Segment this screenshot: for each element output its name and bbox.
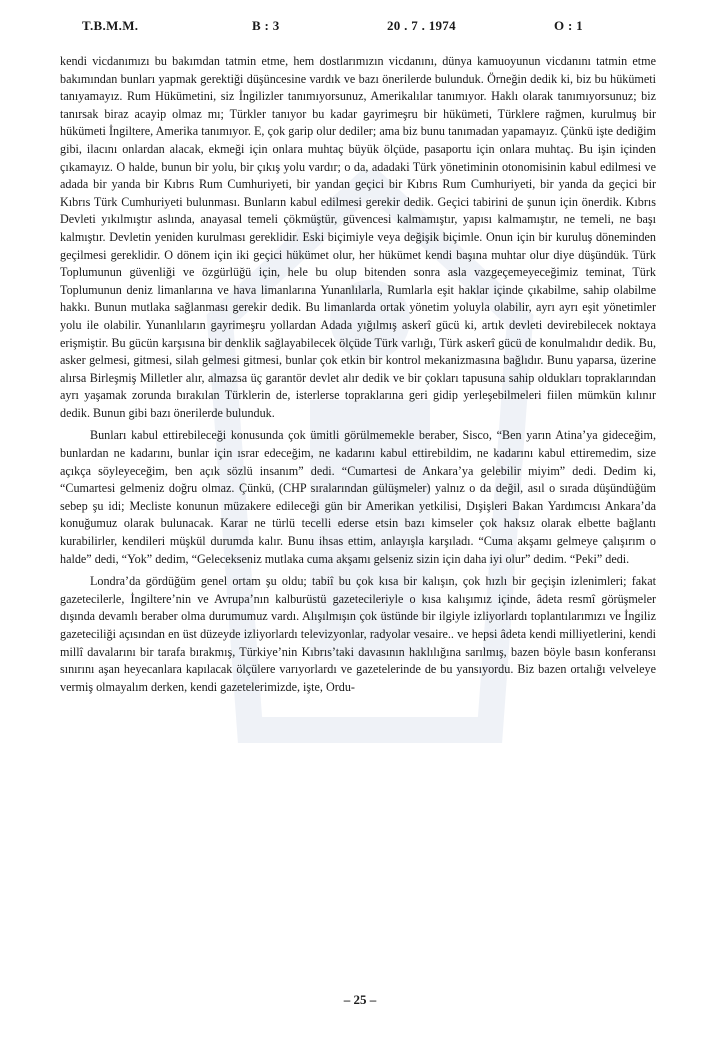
paragraph-3: Londra’da gördüğüm genel ortam şu oldu; tabiî bu çok kısa bir kalışın, çok hızlı bir geçişin izlenimleri; fakat gazetecilerle, İngiltere’nin ve Avrupa’nın kalburüstü gazetecileriyle o kısa kalışımız içinde, âdeta resmî görüşmeler dışında devamlı beraber olma durumumuz vardı. Alışılmışın çok üstünde bir ilgiyle izliyorlardı toplantılarımızı ve İngiliz gazeteciliği açısından en üst düzeyde izliyorlardı televizyonlar, radyolar vesaire.. ve hepsi âdeta kendi milliyetlerini, kendi millî davalarını bir tarafa bırakmış, Türkiye’nin Kıbrıs’taki davasının haklılığına sarılmış, bazen böyle basın konferansı sınırını aşan heyecanlara kapılacak ölçülere varıyorlardı ve gazetelerinde de bu yansıyordu. Biz bazen ortalığı velveleye vermiş olmayalım derken, kendi gazetelerimizde, işte, Ordu- [60, 574, 656, 694]
header-o: O : 1 [554, 18, 583, 33]
header-session: B : 3 [252, 18, 280, 33]
page-header [82, 18, 642, 40]
paragraph-2: Bunları kabul ettirebileceği konusunda çok ümitli görülmemekle beraber, Sisco, “Ben yarın Atina’ya gideceğim, bunlardan ne kadarını, bunlar için ısrar edeceğim, ne kadarını kabul ettirebildim, ne kadarını kabul ettiremedim, size açıkça söyleyeceğim, ben açık sözlü insanım” dedi. “Cumartesi de Ankara’ya gelebilir miyim” dedi. Dedim ki, “Cumartesi gelmeniz doğru olmaz. Çünkü, (CHP sıralarından gülüşmeler) yalnız o da değil, asıl o sırada düşündüğüm sebep şu idi; Mecliste konunun müzakere edileceği gün bir Amerikan yetkilisi, Dışişleri Bakan Yardımcısı Ankara’da konuğumuz olarak bulunacak. Karar ne türlü tecelli ederse etsin bazı kimseler çok haksız olarak elbette bağlantı kurabilirler, kendileri müşkül durumda kalır. Bunu ihsas ettim, anlayışla karşıladı. “Cuma akşamı gelmeye çalışırım o halde” dedi, “Yok” dedim, “Gelecekseniz mutlaka cuma akşamı gelseniz sizin için daha iyi olur” dedim. “Peki” dedi. [60, 428, 656, 566]
header-date: 20 . 7 . 1974 [387, 18, 456, 33]
body-text [60, 53, 656, 696]
paragraph-1: kendi vicdanımızı bu bakımdan tatmin etme, hem dostlarımızın vicdanını, dünya kamuoyunun vicdanını tatmin etme bakımından bunları yapmak gerektiği düşüncesine vardık ve bazı önerilerde bulunduk. Örneğin dedik ki, biz bu hükümeti tanıyamayız. Rum Hükümetini, siz İngilizler tanımıyorsunuz, Amerikalılar tanımıyor. Haklı olarak tanımıyorsunuz; biz tanırsak biraz acayip olmaz mı; Türkler tanıyor bu kadar gayrimeşru bir hükümeti, Türklere rağmen, kurulmuş bir hükümeti İngiltere, Amerika tanımıyor. E, çok garip olur dediler; ama biz bunu tanımadan yapamayız. Çünkü işte dediğim gibi, ilacını onlardan alacak, ekmeği için onlara muhtaç büyük ölçüde, pasaportu için onlara muhtaç. Bu işin içinden çıkamayız. O halde, bunun bir yolu, bir çıkış yolu vardır; o da, adadaki Türk yönetiminin otonomisinin kabul edilmesi ve adada bir yanda bir Kıbrıs Rum Cumhuriyeti, bir yandan geçici bir Kıbrıs Rum Cumhuriyeti, bir yanda da geçici bir Kıbrıs Türk Cumhuriyeti bulunması. Bunların kabul edilmesi gerekir dedik. Geçici tabirini de şunun için önerdik. Kıbrıs Devleti yıkılmıştır aslında, anayasal temeli çökmüştür, güvencesi kalmamıştır, yapısı kalmamıştır, ne temeli, ne başı kalmıştır. Devletin yeniden kurulması gereklidir. Eski biçimiyle veya değişik biçimle. Onun için bir kuruluş döneminden geçilmesi gereklidir. O dönem için iki geçici hükümet olur, her hükümet kendi başına muhtar olur diye düşündük. Türk Toplumunun güvenliği ve özgürlüğü için, hele bu olup bitenden sonra asla vazgeçemeyeceğimiz teminat, Türk Toplumunun deniz limanlarına ve hava limanlarına Yunanlılarla, Rumlarla eşit haklar içinde çıkabilme, sahip olabilme hakkı. Bunun mutlaka sağlanması gerekir dedik. Bu limanlarda ortak yönetim yoluyla olabilir, ayrı ayrı eşit yönetimler yolu ile olabilir. Yunanlıların gayrimeşru yollardan Adada yığılmış askerî gücü ki, artık devleti devirebilecek noktaya erişmiştir. Bu gücün karşısına bir denklik sağlayabilecek ölçüde Türk varlığı, Türk askerî gücü de konulmalıdır dedik. Bu, asker gelmesi, gitmesi, silah gelmesi gitmesi, bunlar çok etkin bir kontrol mekanizmasına bağlıdır. Bunu yaparsa, üzerine alırsa Birleşmiş Milletler alır, almazsa üç garantör devlet alır dedik ve bir çokları tapusuna sahip oldukları topraklarından ayrı yaşamak zorunda bırakılan Türklerin de, isterlerse topraklarına geri gidip yerleşebilmeleri fiilen mümkün kılınır dedik. Bunun gibi bazı önerilerde bulunduk. [60, 54, 656, 420]
header-org: T.B.M.M. [82, 18, 139, 33]
page-number: – 25 – [343, 992, 377, 1007]
